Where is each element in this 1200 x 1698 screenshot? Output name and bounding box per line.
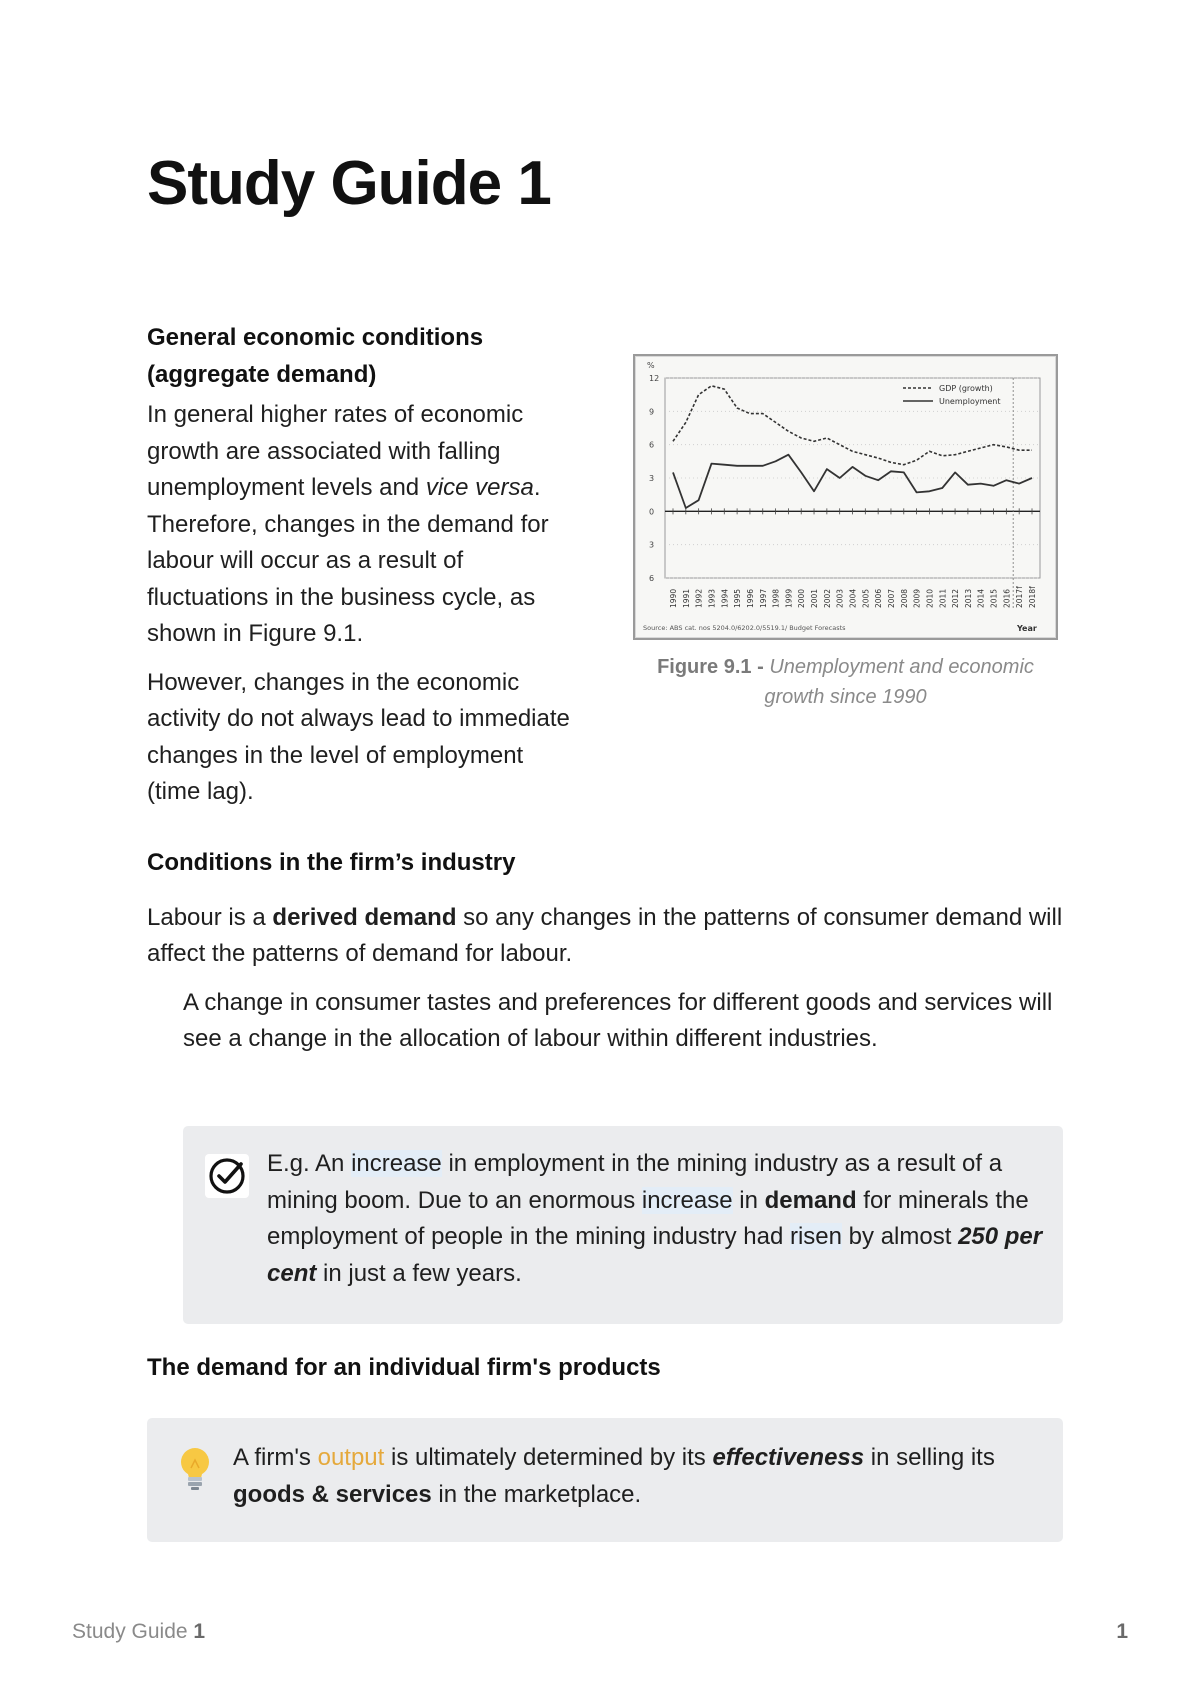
section-heading-firm-products: The demand for an individual firm's products [147, 1354, 661, 1381]
tip-callout [147, 1418, 1063, 1542]
x-tick-label: 2016 [1002, 588, 1012, 608]
x-tick-label: 2005 [861, 588, 871, 608]
x-tick-label: 2003 [835, 588, 845, 608]
x-tick-label: 2013 [963, 588, 973, 608]
bold-run: derived demand [272, 903, 457, 931]
check-circle-icon [205, 1154, 249, 1203]
page-number: 1 [1116, 1620, 1128, 1643]
section-firm-industry [147, 845, 1067, 1058]
caption-text: Unemployment and economic growth since 1990 [764, 656, 1034, 708]
series-line-unemployment [673, 455, 1032, 508]
y-axis-label: % [647, 361, 655, 370]
lightbulb-icon [177, 1446, 213, 1497]
x-tick-label: 2011 [938, 588, 948, 608]
highlight: risen [789, 1223, 843, 1250]
heading-line-2: (aggregate demand) [147, 360, 377, 388]
x-tick-label: 1996 [745, 588, 755, 608]
legend-label: GDP (growth) [939, 384, 993, 393]
x-tick-label: 1997 [758, 588, 768, 608]
callout-text: E.g. An increase in employment in the mining industry as a result of a mining boom. Due to an enormous increase in demand for minerals the employment of people in the mining industry had risen by almost 250 per cent in just a few years. [267, 1150, 1043, 1287]
y-tick-label: 6 [649, 440, 655, 450]
x-tick-label: 2015 [989, 588, 999, 608]
x-axis-label: Year [1017, 624, 1037, 633]
chart-source: Source: ABS cat. nos 5204.0/6202.0/5519.1/ Budget Forecasts [643, 624, 846, 632]
x-tick-label: 2012 [951, 588, 961, 608]
y-tick-label: 12 [649, 374, 660, 383]
x-tick-label: 2002 [822, 588, 832, 608]
x-tick-label: 1992 [694, 588, 704, 608]
y-tick-label: 3 [649, 474, 655, 483]
heading-line-1: General economic conditions [147, 324, 484, 351]
legend-label: Unemployment [939, 397, 1001, 406]
x-tick-label: 2018f [1028, 586, 1037, 608]
text-run: . Therefore, changes in the demand for labour will occur as a result of fluctuations in the business cycle, as shown in Figure 9.1. [147, 474, 549, 647]
orange-text: output [317, 1444, 385, 1471]
x-tick-label: 2006 [874, 588, 884, 608]
x-tick-label: 2009 [912, 588, 922, 608]
x-tick-label: 2008 [899, 588, 909, 608]
x-tick-label: 1993 [707, 588, 717, 608]
x-tick-label: 2000 [797, 588, 807, 608]
x-tick-label: 2017f [1015, 586, 1025, 608]
section-economic-conditions [147, 320, 577, 811]
callout-text: A firm's output is ultimately determined by its effectiveness in selling its goods & services in the marketplace. [233, 1444, 995, 1508]
x-tick-label: 2004 [848, 588, 858, 608]
x-tick-label: 2007 [886, 588, 896, 608]
text-run: so any changes in the patterns of consumer demand will affect the patterns of demand for labour. [147, 903, 1063, 967]
chart-image [633, 354, 1058, 640]
x-tick-label: 1995 [733, 588, 743, 608]
y-tick-label: 9 [649, 407, 655, 417]
x-tick-label: 1994 [720, 588, 730, 608]
y-tick-label: 0 [649, 507, 655, 517]
x-tick-label: 1999 [784, 588, 794, 608]
x-tick-label: 2014 [976, 588, 986, 608]
y-tick-label: 3 [649, 540, 655, 550]
text-run: In general higher rates of economic growth are associated with falling unemployment levels and [147, 401, 524, 501]
x-tick-label: 1990 [669, 588, 678, 608]
x-tick-label: 2001 [810, 588, 820, 608]
paragraph: However, changes in the economic activity do not always lead to immediate changes in the level of employment (time lag). [147, 668, 570, 805]
figure-9-1 [633, 354, 1058, 712]
y-tick-label: 6 [649, 574, 655, 583]
text-run: Labour is a [147, 903, 273, 931]
caption-label: Figure 9.1 - [657, 656, 764, 678]
x-tick-label: 1998 [771, 588, 781, 608]
x-tick-label: 1991 [681, 588, 691, 608]
highlight: increase [351, 1150, 442, 1177]
indented-paragraph: A change in consumer tastes and preferences for different goods and services will see a change in the allocation of labour within different industries. [183, 988, 1053, 1052]
highlight: increase [641, 1186, 733, 1214]
italic-run: vice versa [425, 474, 534, 501]
section-heading [147, 320, 577, 393]
page-title: Study Guide 1 [147, 149, 551, 218]
figure-caption [633, 652, 1058, 712]
example-callout [183, 1126, 1063, 1324]
x-tick-label: 2010 [925, 588, 935, 608]
line-chart [635, 356, 1056, 638]
paragraph [147, 397, 577, 653]
paragraph [147, 900, 1067, 973]
footer-title: Study Guide 1 [72, 1620, 206, 1643]
section-heading: Conditions in the firm’s industry [147, 849, 516, 876]
